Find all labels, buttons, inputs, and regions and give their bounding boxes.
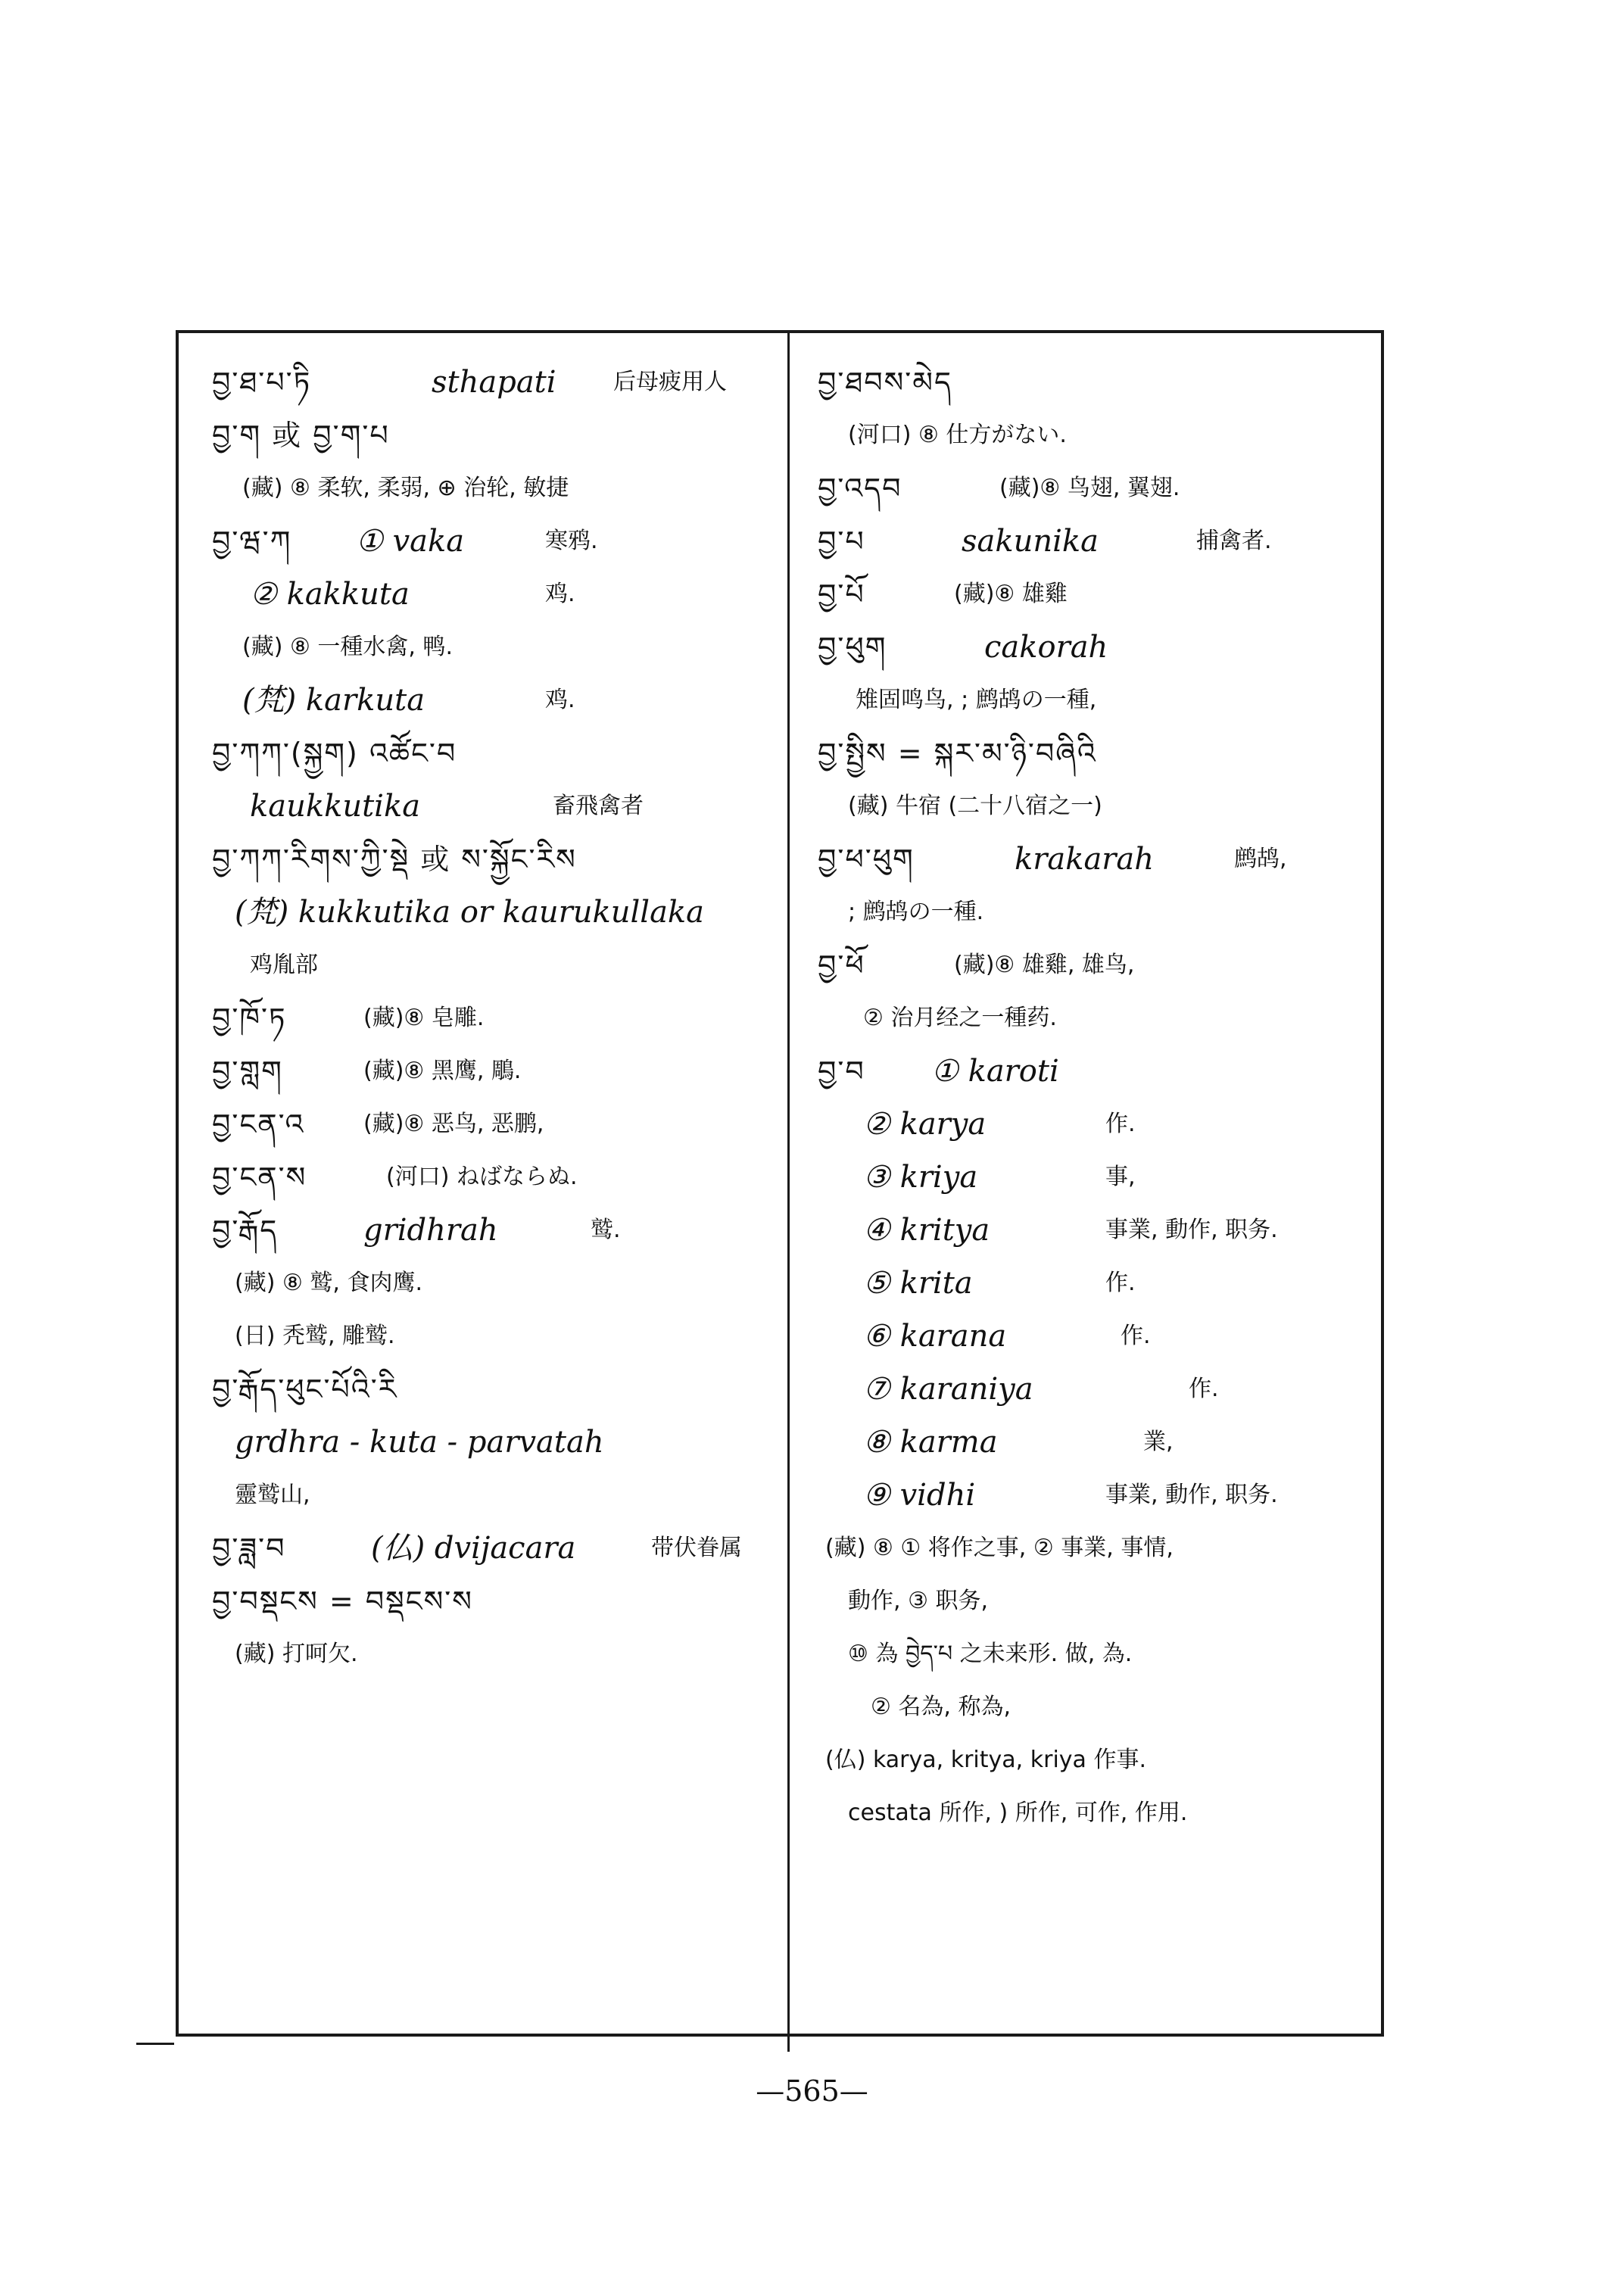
romanized-term: (梵) karkuta [242,683,425,718]
romanized-term: ⑥ karana [863,1319,1007,1354]
gloss: (藏) ⑧ ① 将作之事, ② 事業, 事情, [825,1535,1174,1561]
romanized-term: kaukkutika [250,789,421,824]
romanized-term: cakorah [984,630,1108,665]
left-column [189,356,780,1681]
gloss: (河口) ⑧ 仕方がない. [848,422,1067,448]
gloss: 靈鹫山, [235,1482,310,1508]
gloss: 鸡. [545,581,575,607]
romanized-term: ② karya [863,1107,987,1142]
romanized-term: ④ kritya [863,1213,990,1248]
gloss: 作. [1105,1270,1136,1296]
gloss: (藏) ⑧ 鹫, 食肉鹰. [235,1270,422,1296]
tibetan-headword: བྱ་ཟླ་བ [212,1532,286,1565]
tibetan-headword: བྱ་ག 或 བྱ་ག་པ [212,419,390,452]
gloss: (藏) ⑧ 柔软, 柔弱, ⊕ 治轮, 敏捷 [242,475,569,501]
entry-line [189,356,780,409]
gloss: 鸡. [545,687,575,713]
gloss: 雉固鸣鸟, ; 鹧鸪の一種, [856,687,1097,713]
gloss: (河口) ねばならぬ. [386,1164,578,1190]
gloss: (藏) 打呵欠. [235,1641,358,1667]
gloss: 寒鸦. [545,528,598,554]
frame-tick [136,2043,174,2045]
tibetan-headword: བྱ་པ [818,525,865,558]
romanized-term: ⑦ karaniya [863,1372,1033,1407]
gloss: 鹫. [591,1217,621,1243]
gloss: (藏)⑧ 黑鹰, 鵰. [363,1058,522,1084]
gloss: (藏) 牛宿 (二十八宿之一) [848,793,1102,819]
romanized-term: krakarah [1015,842,1155,877]
gloss: 捕禽者. [1196,528,1272,554]
right-column [803,356,1378,1840]
gloss: (日) 秃鹫, 雕鹫. [235,1323,395,1349]
gloss: 業, [1143,1429,1174,1455]
gloss: 鹧鸪, [1234,846,1287,872]
tibetan-headword: བྱ་ངན་འ [212,1108,305,1141]
tibetan-headword: བྱ་ཕུག [818,631,887,664]
column-divider [787,333,790,2052]
tibetan-headword: བྱ་ཕ་ཕུག [818,843,915,876]
gloss: (藏)⑧ 恶鸟, 恶鹏, [363,1111,544,1137]
tibetan-headword: བྱ་ཝ་ཀ [212,525,292,558]
gloss: 事業, 動作, 职务. [1105,1217,1278,1243]
romanized-term: ⑧ karma [863,1425,998,1460]
gloss: 動作, ③ 职务, [848,1588,989,1614]
tibetan-headword: བྱ་ངན་ས [212,1161,307,1194]
tibetan-headword: བྱ་སྤྱིས = སྐར་མ་ཉི་བཞིའི [818,737,1097,770]
tibetan-headword: བྱ་ཐབས་མེད [818,366,952,399]
tibetan-headword: བྱ་ཁོ་ཏ [212,1002,287,1035]
tibetan-headword: བྱ་འདབ [818,472,902,505]
romanized-term: ⑤ krita [863,1266,973,1301]
tibetan-headword: བྱ་བསྡངས = བསྡངས་ས [212,1585,473,1618]
tibetan-headword: བྱ་ཕོ [818,949,865,982]
tibetan-headword: བྱ་རྒོད་ཕུང་པོའི་རི [212,1373,398,1406]
tibetan-headword: བྱ་བ [818,1055,865,1088]
gloss: (仏) karya, kritya, kriya 作事. [825,1747,1146,1773]
romanized-term: ① karoti [931,1054,1059,1089]
gloss: ; 鹧鸪の一種. [848,899,984,925]
gloss: ⑩ 為 བྱེད་པ 之未来形. 做, 為. [848,1641,1133,1667]
gloss: (藏)⑧ 雄雞 [954,581,1068,607]
romanized-term: ① vaka [356,524,465,559]
page-number: —565— [756,2074,868,2108]
gloss: (藏)⑧ 皂雕. [363,1005,485,1031]
gloss: (藏)⑧ 鸟翅, 翼翅. [999,475,1180,501]
romanized-term: sthapati [432,365,556,400]
tibetan-headword: བྱ་ཀཀ་(སྐྱག) འཚོང་བ [212,737,457,770]
gloss: 作. [1121,1323,1151,1349]
gloss: ② 治月经之一種药. [863,1005,1057,1031]
tibetan-headword: བྱ་གླག [212,1055,283,1088]
gloss: 鸡胤部 [250,952,318,978]
gloss: (藏)⑧ 雄雞, 雄鸟, [954,952,1135,978]
tibetan-headword: བྱ་པོ [818,578,865,611]
romanized-term: ⑨ vidhi [863,1478,976,1513]
romanized-term: grdhra - kuta - parvatah [235,1425,604,1460]
tibetan-headword: བྱ་རྒོད [212,1214,279,1247]
gloss: 作. [1105,1111,1136,1137]
tibetan-headword: བྱ་ཀཀ་རིགས་ཀྱི་སྡེ 或 ས་སྐྱོང་རིས [212,843,577,876]
tibetan-headword: བྱ་ཐ་པ་ཏི [212,366,312,399]
gloss: 事, [1105,1164,1136,1190]
gloss: 畜飛禽者 [553,793,644,819]
romanized-term: (梵) kukkutika or kaurukullaka [235,895,704,930]
romanized-term: ③ kriya [863,1160,978,1195]
romanized-term: (仏) dvijacara [371,1531,576,1566]
gloss: 事業, 動作, 职务. [1105,1482,1278,1508]
gloss: cestata 所作, ) 所作, 可作, 作用. [848,1800,1188,1826]
romanized-term: gridhrah [363,1213,498,1248]
romanized-term: sakunika [962,524,1099,559]
romanized-term: ② kakkuta [250,577,410,612]
gloss: 后母疲用人 [613,369,727,395]
gloss: ② 名為, 称為, [871,1694,1011,1720]
gloss: 带伏眷属 [651,1535,742,1561]
gloss: 作. [1189,1376,1219,1402]
gloss: (藏) ⑧ 一種水禽, 鸭. [242,634,453,660]
